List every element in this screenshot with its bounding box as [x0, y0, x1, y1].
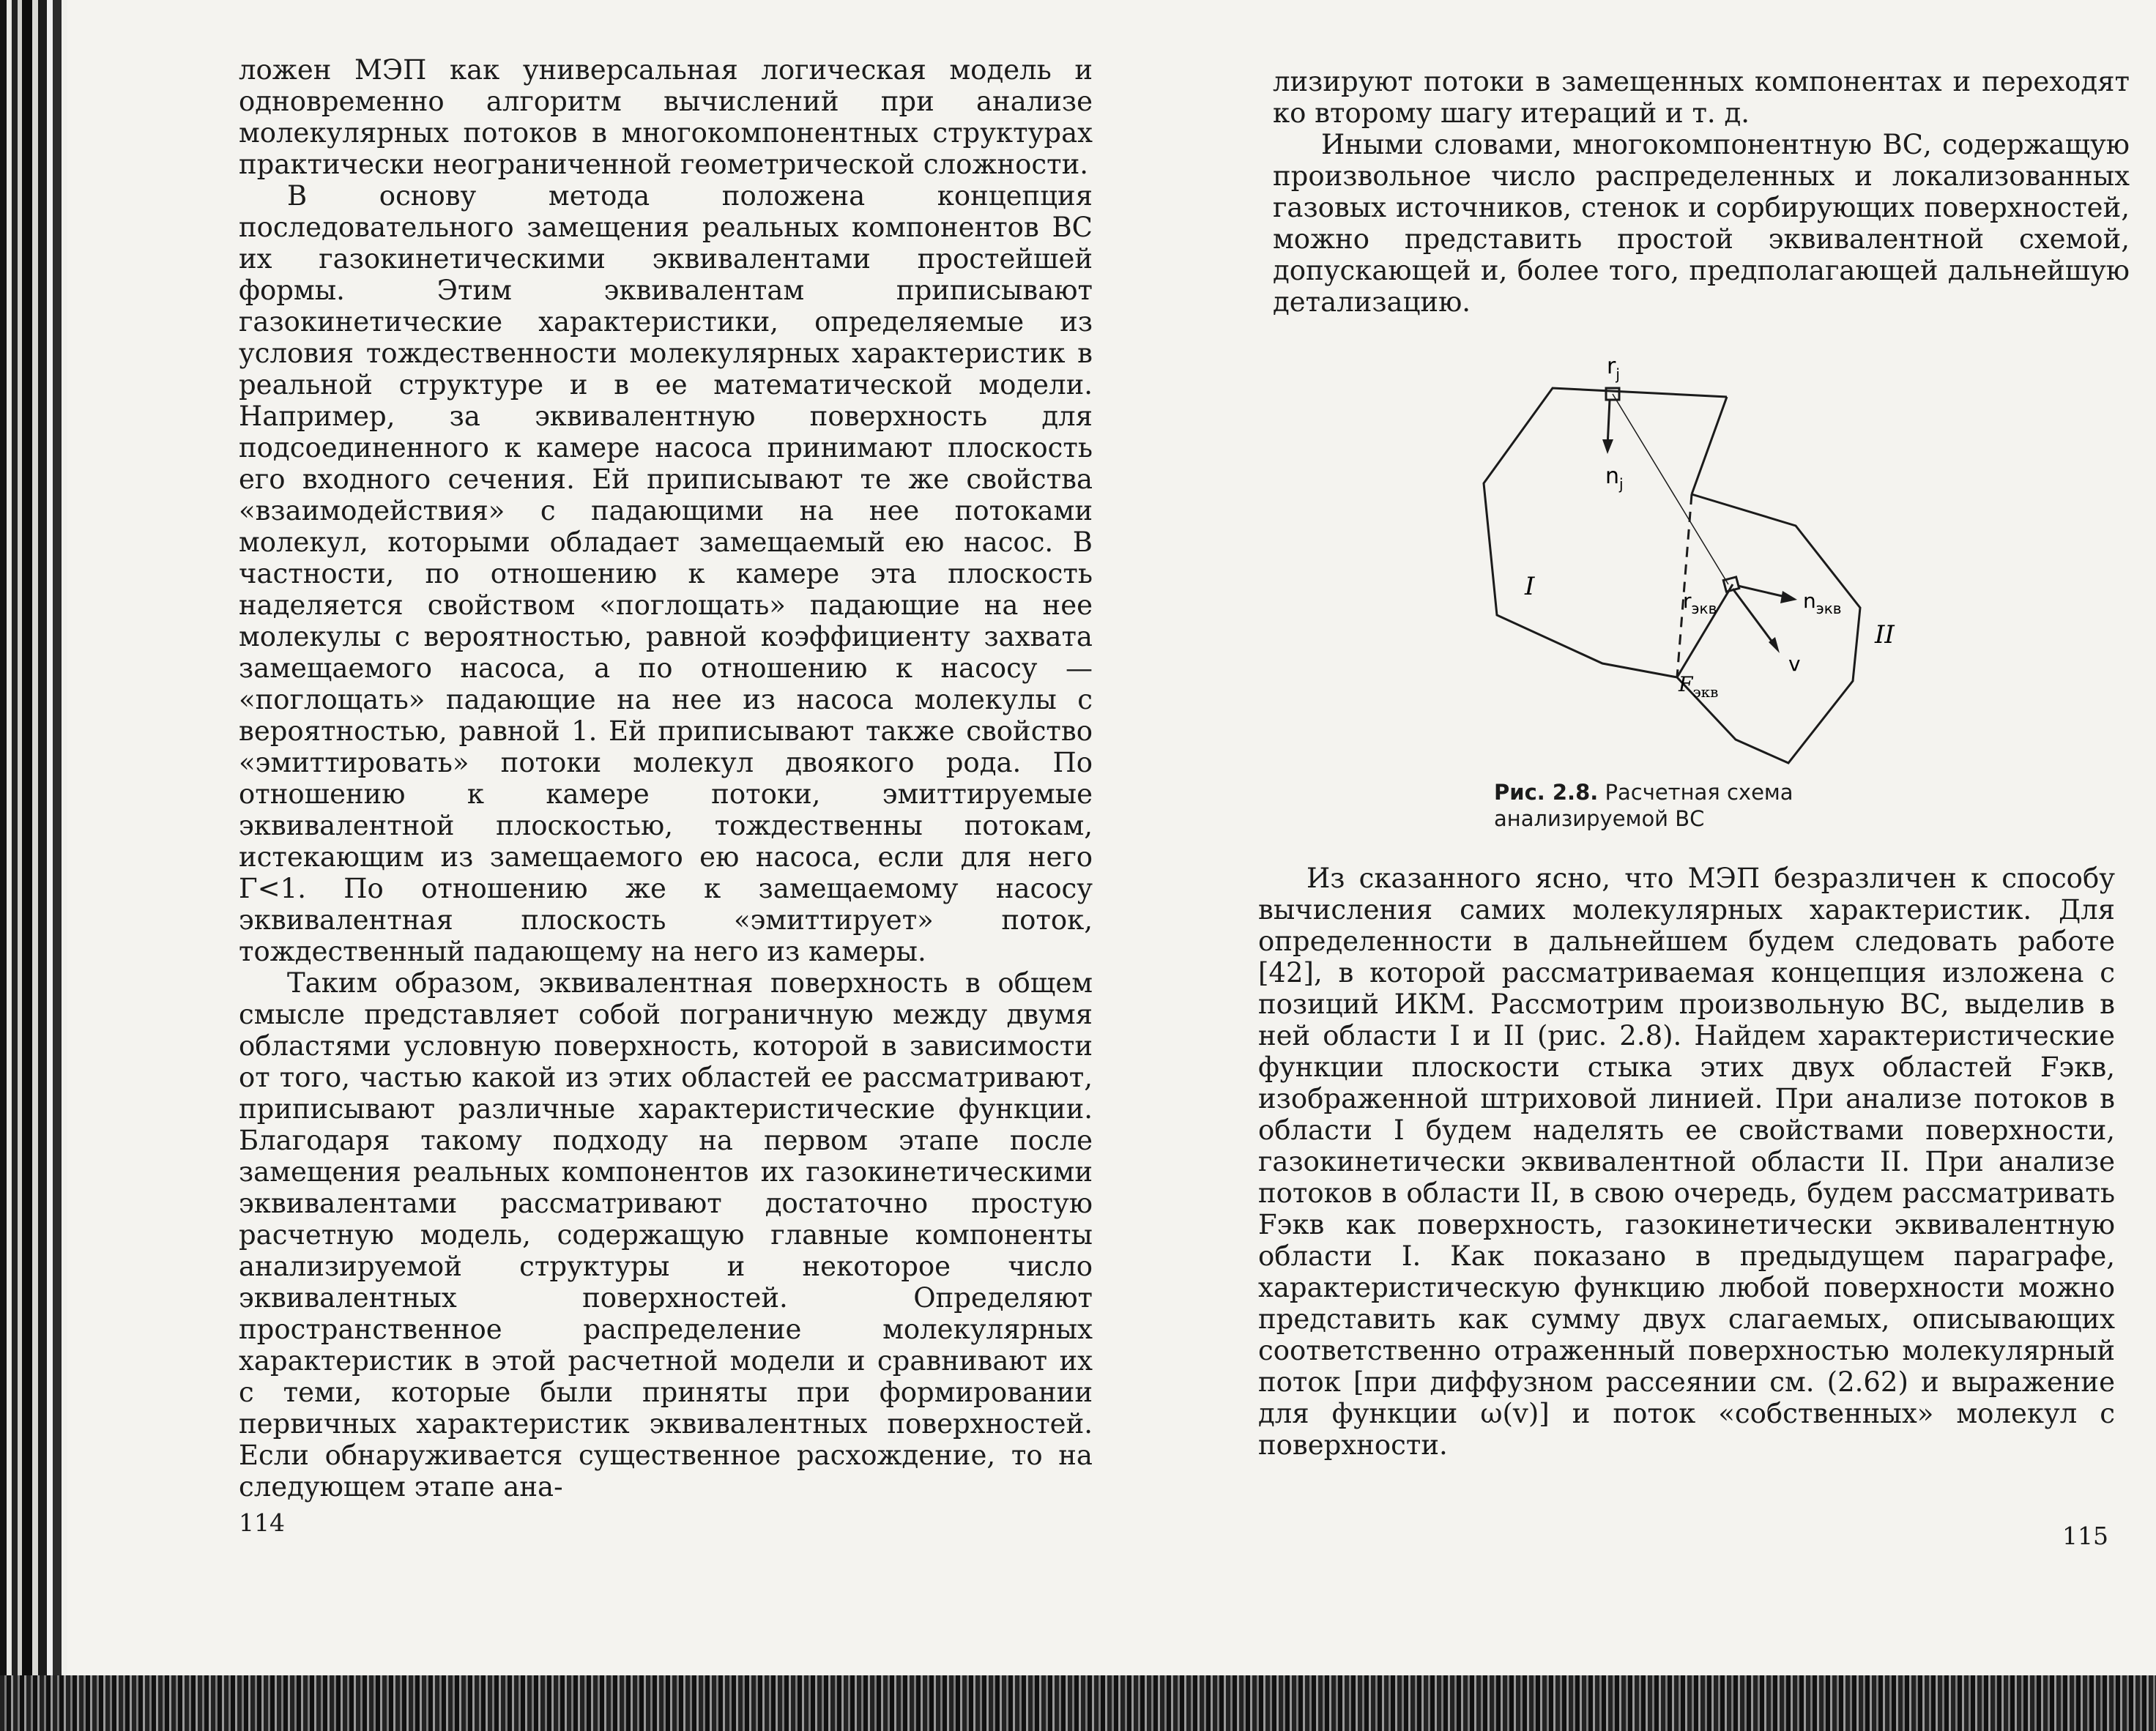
- figure-2-8-diagram: [1472, 344, 1955, 791]
- caption-figure-number: Рис. 2.8.: [1494, 780, 1599, 805]
- connecting-line: [1613, 394, 1728, 584]
- left-paragraph-2: В основу метода положена концепция последовательного замещения реальных компонентов ВС их газокинетическими эквивалентами простейшей формы. Этим эквивалентам приписывают газокинетические характеристики, определяемые из условия тождественности молекулярных характеристик в реальной структуре и в ее математической модели. Например, за эквивалентную поверхность для подсоединенного к камере насоса принимают плоскость его входного сечения. Ей приписывают те же свойства «взаимодействия» с падающими на нее потоками молекул, которыми обладает замещаемый ею насос. В частности, по отношению к камере эта плоскость наделяется свойством «поглощать» падающие на нее молекулы с вероятностью, равной коэффициенту захвата замещаемого насоса, а по отношению к насосу — «поглощать» падающие на нее из насоса молекулы с вероятностью, равной 1. Ей приписывают также свойство «эмиттировать» потоки молекул двоякого рода. По отношению к камере потоки, эмиттируемые эквивалентной плоскостью, тождественны потокам, истекающим из замещаемого ею насоса, если для него Γ<1. По отношению же к замещаемому насосу эквивалентная плоскость «эмиттирует» поток, тождественный падающему на него из камеры.: [239, 180, 1093, 967]
- left-page-number: 114: [239, 1508, 285, 1537]
- equivalent-surface-dashed: [1677, 494, 1692, 677]
- right-page-bottom-text: [1258, 863, 2115, 1461]
- right-page-top-text: [1273, 66, 2130, 318]
- label-Fekv: $F_{экв}$: [1679, 672, 1719, 701]
- v-arrow: [1733, 589, 1775, 646]
- label-nj: $n_j$: [1605, 464, 1624, 493]
- label-region-2: II: [1875, 620, 1895, 649]
- caption-text: Расчетная схема анализируемой ВС: [1494, 780, 1793, 831]
- rekv-point-marker: [1723, 577, 1739, 592]
- label-v: v: [1788, 652, 1801, 676]
- right-paragraph-3: Из сказанного ясно, что МЭП безразличен к способу вычисления самих молекулярных характеристик. Для определенности в дальнейшем будем следовать работе [42], в которой рассматриваемая концепция изложена с позиций ИКМ. Рассмотрим произвольную ВС, выделив в ней области I и II (рис. 2.8). Найдем характеристические функции плоскости стыка этих двух областей Fэкв, изображенной штриховой линией. При анализе потоков в области I будем наделять ее свойствами поверхности, газокинетически эквивалентной области II. При анализе потоков в области II, в свою очередь, будем рассматривать Fэкв как поверхность, газокинетически эквивалентную области I. Как показано в предыдущем параграфе, характеристическую функцию любой поверхности можно представить как сумму двух слагаемых, описывающих соответственно отраженный поверхностью молекулярный поток [при диффузном рассеянии см. (2.62) и выражение для функции ω(v)] и поток «собственных» молекул с поверхности.: [1258, 863, 2115, 1461]
- label-rj: $r_j$: [1607, 354, 1620, 383]
- label-nekv: $n_{экв}$: [1803, 589, 1842, 617]
- nekv-arrow-head: [1780, 591, 1797, 603]
- left-page-text: [239, 54, 1093, 1503]
- label-region-1: I: [1525, 572, 1535, 601]
- right-paragraph-1: лизируют потоки в замещенных компонентах и переходят ко второму шагу итераций и т. д.: [1273, 66, 2130, 129]
- right-page-number: 115: [2062, 1522, 2108, 1550]
- book-spine: [0, 0, 67, 1731]
- edge-top-right: [1692, 397, 1727, 494]
- region-2-outline: [1677, 494, 1860, 763]
- figure-caption: [1494, 779, 1904, 832]
- nekv-arrow: [1738, 586, 1788, 598]
- left-paragraph-1: ложен МЭП как универсальная логическая модель и одновременно алгоритм вычислений при анализе молекулярных потоков в многокомпонентных структурах практически неограниченной геометрической сложности.: [239, 54, 1093, 180]
- nj-arrow-head: [1602, 439, 1613, 454]
- label-rekv: $r_{экв}$: [1683, 589, 1717, 617]
- page-bottom-edge: [0, 1675, 2156, 1731]
- right-paragraph-2: Иными словами, многокомпонентную ВС, содержащую произвольное число распределенных и локализованных газовых источников, стенок и сорбирующих поверхностей, можно представить простой эквивалентной схемой, допускающей и, более того, предполагающей дальнейшую детализацию.: [1273, 129, 2130, 318]
- left-paragraph-3: Таким образом, эквивалентная поверхность в общем смысле представляет собой пограничную между двумя областями условную поверхность, которой в зависимости от того, частью какой из этих областей ее рассматривают, приписывают различные характеристические функции. Благодаря такому подходу на первом этапе после замещения реальных компонентов их газокинетическими эквивалентами рассматривают достаточно простую расчетную модель, содержащую главные компоненты анализируемой структуры и некоторое число эквивалентных поверхностей. Определяют пространственное распределение молекулярных характеристик в этой расчетной модели и сравнивают их с теми, которые были приняты при формировании первичных характеристик эквивалентных поверхностей. Если обнаруживается существенное расхождение, то на следующем этапе ана-: [239, 967, 1093, 1503]
